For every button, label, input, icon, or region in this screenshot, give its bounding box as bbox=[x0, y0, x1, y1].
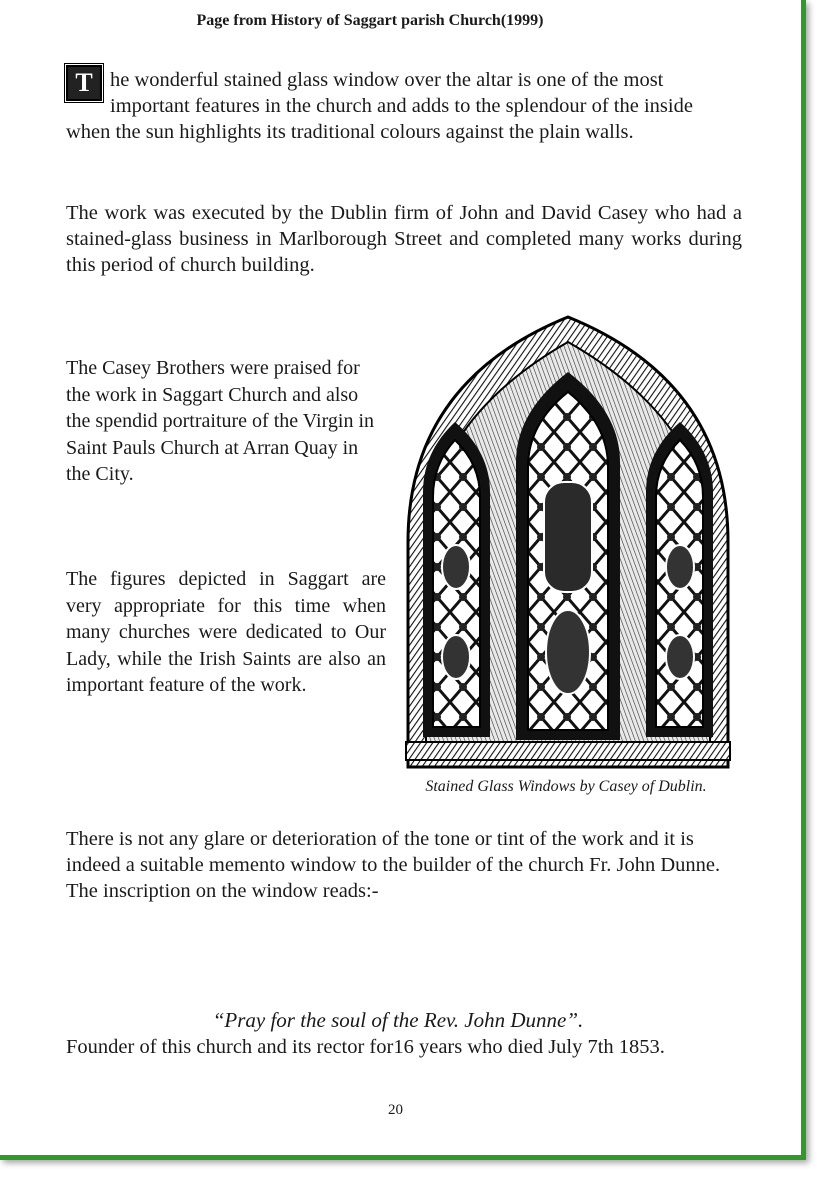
page-number: 20 bbox=[388, 1102, 403, 1118]
figure-caption: Stained Glass Windows by Casey of Dublin. bbox=[425, 778, 707, 795]
paragraph-intro-text: he wonderful stained glass window over the altar is one of the most important features in the church and adds to the splendour of the inside when the sun highlights its traditional colours against the plain walls. bbox=[66, 69, 693, 143]
founder-line: Founder of this church and its rector for16 years who died July 7th 1853. bbox=[66, 1036, 665, 1058]
paragraph-intro bbox=[66, 67, 742, 145]
page-header: Page from History of Saggart parish Church(1999) bbox=[196, 12, 544, 29]
paragraph-inscription-intro: There is not any glare or deterioration of the tone or tint of the work and it is indeed a suitable memento window to the builder of the church Fr. John Dunne. The inscription on the window reads:- bbox=[66, 828, 721, 902]
paragraph-casey-firm: The work was executed by the Dublin firm of John and David Casey who had a stained-glass business in Marlborough Street and completed many works during this period of church building. bbox=[66, 202, 742, 276]
drop-cap-letter: T bbox=[66, 65, 102, 101]
paragraph-casey-praise: The Casey Brothers were praised for the work in Saggart Church and also the spendid portraiture of the Virgin in Saint Pauls Church at Arran Quay in the City. bbox=[66, 357, 374, 485]
stained-glass-window-illustration bbox=[398, 312, 738, 777]
paragraph-figures: The figures depicted in Saggart are very appropriate for this time when many churches were dedicated to Our Lady, while the Irish Saints are also an important feature of the work. bbox=[66, 568, 386, 696]
inscription-quote: “Pray for the soul of the Rev. John Dunne”. bbox=[212, 1008, 584, 1032]
